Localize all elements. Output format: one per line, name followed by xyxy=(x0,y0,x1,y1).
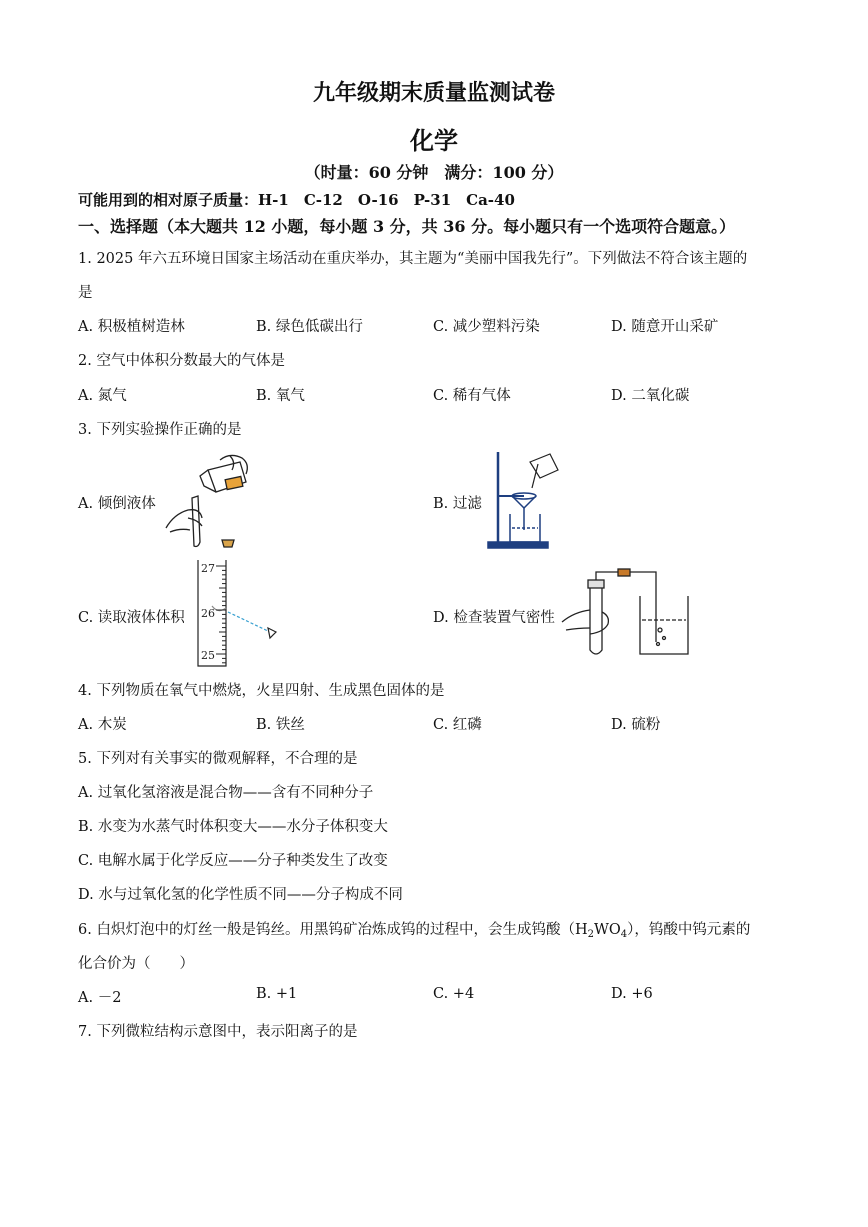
q3-stem: 3. 下列实验操作正确的是 xyxy=(78,422,242,438)
q4-option-b: B. 铁丝 xyxy=(256,717,305,733)
q2-option-b: B. 氧气 xyxy=(256,388,305,404)
cylinder-tick-label-26: 26 xyxy=(201,607,215,620)
q7-stem: 7. 下列微粒结构示意图中，表示阳离子的是 xyxy=(78,1024,358,1040)
q2-option-a: A. 氮气 xyxy=(78,388,127,404)
q5-option-b: B. 水变为水蒸气时体积变大——水分子体积变大 xyxy=(78,819,388,835)
q3-option-b: B. 过滤 xyxy=(433,496,482,512)
q1-stem-line2: 是 xyxy=(78,285,93,301)
eye-icon xyxy=(268,628,276,638)
subject-title: 化学 xyxy=(410,126,458,155)
q3-option-d: D. 检查装置气密性 xyxy=(433,610,555,626)
q4-option-a: A. 木炭 xyxy=(78,717,127,733)
airtightness-figure xyxy=(560,566,696,660)
q2-option-d: D. 二氧化碳 xyxy=(611,388,690,404)
q5-option-a: A. 过氧化氢溶液是混合物——含有不同种分子 xyxy=(78,785,374,801)
q6-stem-line2: 化合价为（ ） xyxy=(78,956,194,972)
pouring-liquid-figure xyxy=(160,452,255,552)
q2-option-c: C. 稀有气体 xyxy=(433,388,511,404)
q6-option-a: A. －2 xyxy=(78,990,122,1006)
atomic-masses: 可能用到的相对原子质量：H-1 C-12 O-16 P-31 Ca-40 xyxy=(78,191,515,209)
cylinder-tick-label-27: 27 xyxy=(201,562,215,575)
q3-option-a: A. 倾倒液体 xyxy=(78,496,156,512)
q4-stem: 4. 下列物质在氧气中燃烧，火星四射、生成黑色固体的是 xyxy=(78,683,445,699)
q1-option-d: D. 随意开山采矿 xyxy=(611,319,719,335)
q1-stem-line1: 1. 2025 年六五环境日国家主场活动在重庆举办，其主题为“美丽中国我先行”。下列做法不符合该主题的 xyxy=(78,251,748,267)
q2-stem: 2. 空气中体积分数最大的气体是 xyxy=(78,353,285,369)
sight-line xyxy=(228,612,270,632)
time-info: （时量：60 分钟 满分：100 分） xyxy=(304,163,564,182)
page-title: 九年级期末质量监测试卷 xyxy=(312,80,555,106)
q5-option-c: C. 电解水属于化学反应——分子种类发生了改变 xyxy=(78,853,388,869)
q1-option-a: A. 积极植树造林 xyxy=(78,319,185,335)
q6-option-d: D. +6 xyxy=(611,986,653,1002)
q6-stem-line1: 6. 白炽灯泡中的灯丝一般是钨丝。用黑钨矿冶炼成钨的过程中，会生成钨酸$(H_2WO_4)$，钨酸中钨元素的 xyxy=(78,922,751,940)
q4-option-d: D. 硫粉 xyxy=(611,717,661,733)
graduated-cylinder-figure xyxy=(190,558,290,670)
q5-stem: 5. 下列对有关事实的微观解释，不合理的是 xyxy=(78,751,358,767)
q6-option-c: C. +4 xyxy=(433,986,475,1002)
filtration-figure xyxy=(484,448,564,552)
q1-option-c: C. 减少塑料污染 xyxy=(433,319,540,335)
q1-option-b: B. 绿色低碳出行 xyxy=(256,319,363,335)
q5-option-d: D. 水与过氧化氢的化学性质不同——分子构成不同 xyxy=(78,887,403,903)
cylinder-tick-label-25: 25 xyxy=(201,649,215,662)
section-heading: 一、选择题（本大题共 12 小题，每小题 3 分，共 36 分。每小题只有一个选项符合题意。） xyxy=(78,217,736,236)
q6-option-b: B. +1 xyxy=(256,986,298,1002)
q3-option-c: C. 读取液体体积 xyxy=(78,610,185,626)
q4-option-c: C. 红磷 xyxy=(433,717,482,733)
